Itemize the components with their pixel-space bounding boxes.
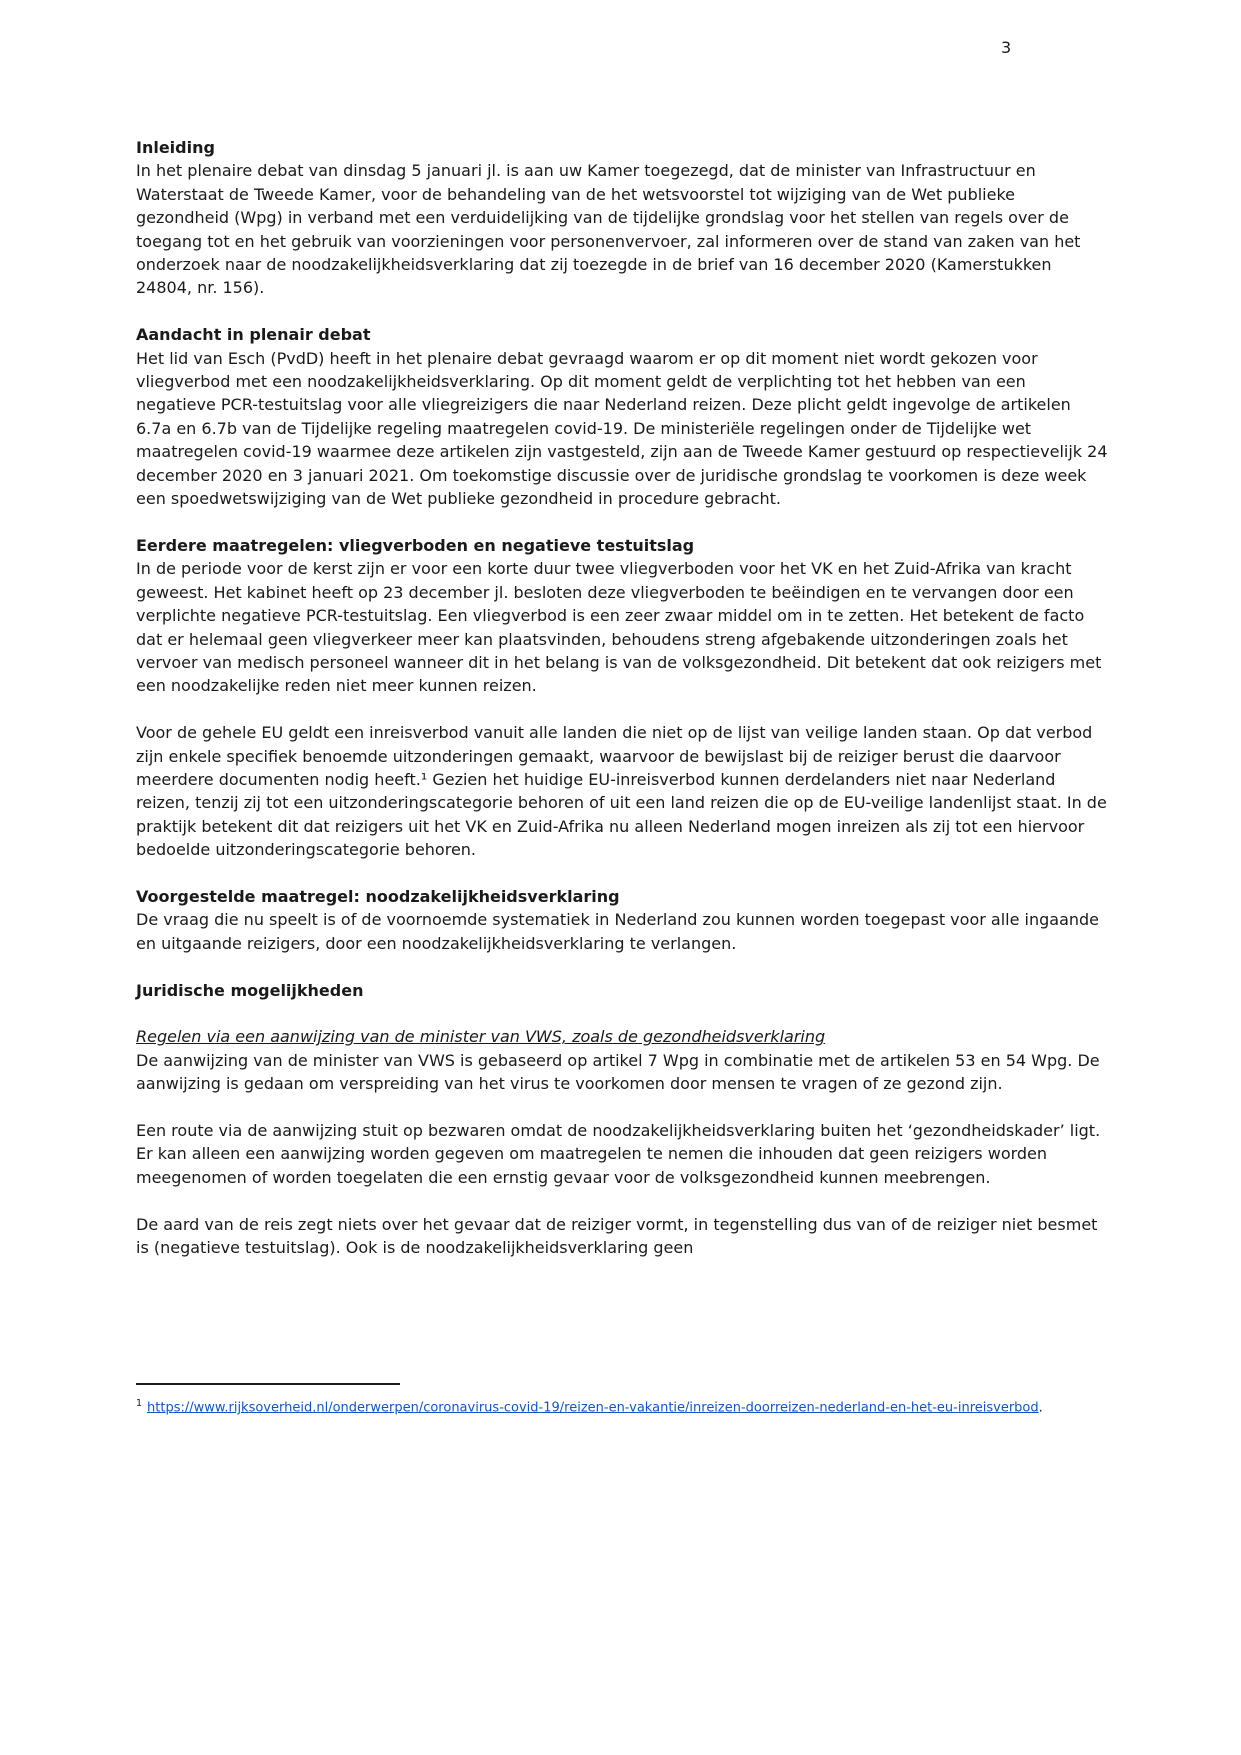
footnote bbox=[136, 1394, 1108, 1418]
paragraph: De vraag die nu speelt is of de voornoemde systematiek in Nederland zou kunnen worden toegepast voor alle ingaande en uitgaande reizigers, door een noodzakelijkheidsverklaring te verlangen. bbox=[136, 910, 1100, 953]
footnote-area bbox=[136, 1383, 1108, 1418]
section-heading: Eerdere maatregelen: vliegverboden en negatieve testuitslag bbox=[136, 535, 695, 555]
footnote-link[interactable]: https://www.rijksoverheid.nl/onderwerpen/coronavirus-covid-19/reizen-en-vakantie/inreizen-doorreizen-nederland-en-het-eu-inreisverbod bbox=[147, 1400, 1039, 1416]
footnote-marker: 1 bbox=[136, 1398, 143, 1409]
section-juridische-mogelijkheden bbox=[136, 979, 1108, 1260]
section-inleiding bbox=[136, 136, 1108, 300]
subsection-heading: Regelen via een aanwijzing van de minister van VWS, zoals de gezondheidsverklaring bbox=[136, 1027, 826, 1047]
paragraph: De aanwijzing van de minister van VWS is gebaseerd op artikel 7 Wpg in combinatie met de artikelen 53 en 54 Wpg. De aanwijzing is gedaan om verspreiding van het virus te voorkomen door mensen te vragen of ze gezond zijn. bbox=[136, 1050, 1100, 1094]
section-eerdere-maatregelen bbox=[136, 534, 1108, 862]
footnote-suffix: . bbox=[1038, 1400, 1043, 1416]
section-heading: Voorgestelde maatregel: noodzakelijkheidsverklaring bbox=[136, 886, 620, 906]
paragraph: Het lid van Esch (PvdD) heeft in het plenaire debat gevraagd waarom er op dit moment niet wordt gekozen voor vliegverbod met een noodzakelijkheidsverklaring. Op dit moment geldt de verplichting tot het hebben van een negatieve PCR-testuitslag voor alle vliegreizigers die naar Nederland reizen. Deze plicht geldt ingevolge de artikelen 6.7a en 6.7b van de Tijdelijke regeling maatregelen covid-19. De ministeriële regelingen onder de Tijdelijke wet maatregelen covid-19 waarmee deze artikelen zijn vastgesteld, zijn aan de Tweede Kamer gestuurd op respectievelijk 24 december 2020 en 3 januari 2021. Om toekomstige discussie over de juridische grondslag te voorkomen is deze week een spoedwetswijziging van de Wet publieke gezondheid in procedure gebracht. bbox=[136, 348, 1108, 509]
paragraph: Een route via de aanwijzing stuit op bezwaren omdat de noodzakelijkheidsverklaring buiten het ‘gezondheidskader’ ligt. Er kan alleen een aanwijzing worden gegeven om maatregelen te nemen die inhouden dat geen reizigers worden meegenomen of worden toegelaten die een ernstig gevaar voor de volksgezondheid kunnen meebrengen. bbox=[136, 1120, 1101, 1187]
page-number: 3 bbox=[1001, 38, 1012, 57]
footnote-separator bbox=[136, 1383, 400, 1385]
section-heading: Aandacht in plenair debat bbox=[136, 325, 371, 345]
paragraph: De aard van de reis zegt niets over het gevaar dat de reiziger vormt, in tegenstelling dus van of de reiziger niet besmet is (negatieve testuitslag). Ook is de noodzakelijkheidsverklaring geen bbox=[136, 1214, 1098, 1257]
section-aandacht-in-plenair-debat bbox=[136, 323, 1108, 510]
paragraph: In het plenaire debat van dinsdag 5 januari jl. is aan uw Kamer toegezegd, dat de minister van Infrastructuur en Waterstaat de Tweede Kamer, voor de behandeling van de het wetsvoorstel tot wijziging van de Wet publieke gezondheid (Wpg) in verband met een verduidelijking van de tijdelijke grondslag voor het stellen van regels over de toegang tot en het gebruik van voorzieningen voor personenvervoer, zal informeren over de stand van zaken van het onderzoek naar de noodzakelijkheidsverklaring dat zij toezegde in de brief van 16 december 2020 (Kamerstukken 24804, nr. 156). bbox=[136, 161, 1081, 298]
paragraph: Voor de gehele EU geldt een inreisverbod vanuit alle landen die niet op de lijst van veilige landen staan. Op dat verbod zijn enkele specifiek benoemde uitzonderingen gemaakt, waarvoor de bewijslast bij de reiziger berust die daarvoor meerdere documenten nodig heeft.¹ Gezien het huidige EU-inreisverbod kunnen derdelanders niet naar Nederland reizen, tenzij zij tot een uitzonderingscategorie behoren of uit een land reizen die op de EU-veilige landenlijst staat. In de praktijk betekent dit dat reizigers uit het VK en Zuid-Afrika nu alleen Nederland mogen inreizen als zij tot een hiervoor bedoelde uitzonderingscategorie behoren. bbox=[136, 723, 1107, 860]
paragraph: In de periode voor de kerst zijn er voor een korte duur twee vliegverboden voor het VK en het Zuid-Afrika van kracht geweest. Het kabinet heeft op 23 december jl. besloten deze vliegverboden te beëindigen en te vervangen door een verplichte negatieve PCR-testuitslag. Een vliegverbod is een zeer zwaar middel om in te zetten. Het betekent de facto dat er helemaal geen vliegverkeer meer kan plaatsvinden, behoudens streng afgebakende uitzonderingen zoals het vervoer van medisch personeel wanneer dit in het belang is van de volksgezondheid. Dit betekent dat ook reizigers met een noodzakelijke reden niet meer kunnen reizen. bbox=[136, 559, 1102, 696]
section-voorgestelde-maatregel bbox=[136, 885, 1108, 955]
section-heading: Juridische mogelijkheden bbox=[136, 980, 364, 1000]
document-body bbox=[136, 136, 1108, 1259]
section-heading: Inleiding bbox=[136, 138, 215, 157]
